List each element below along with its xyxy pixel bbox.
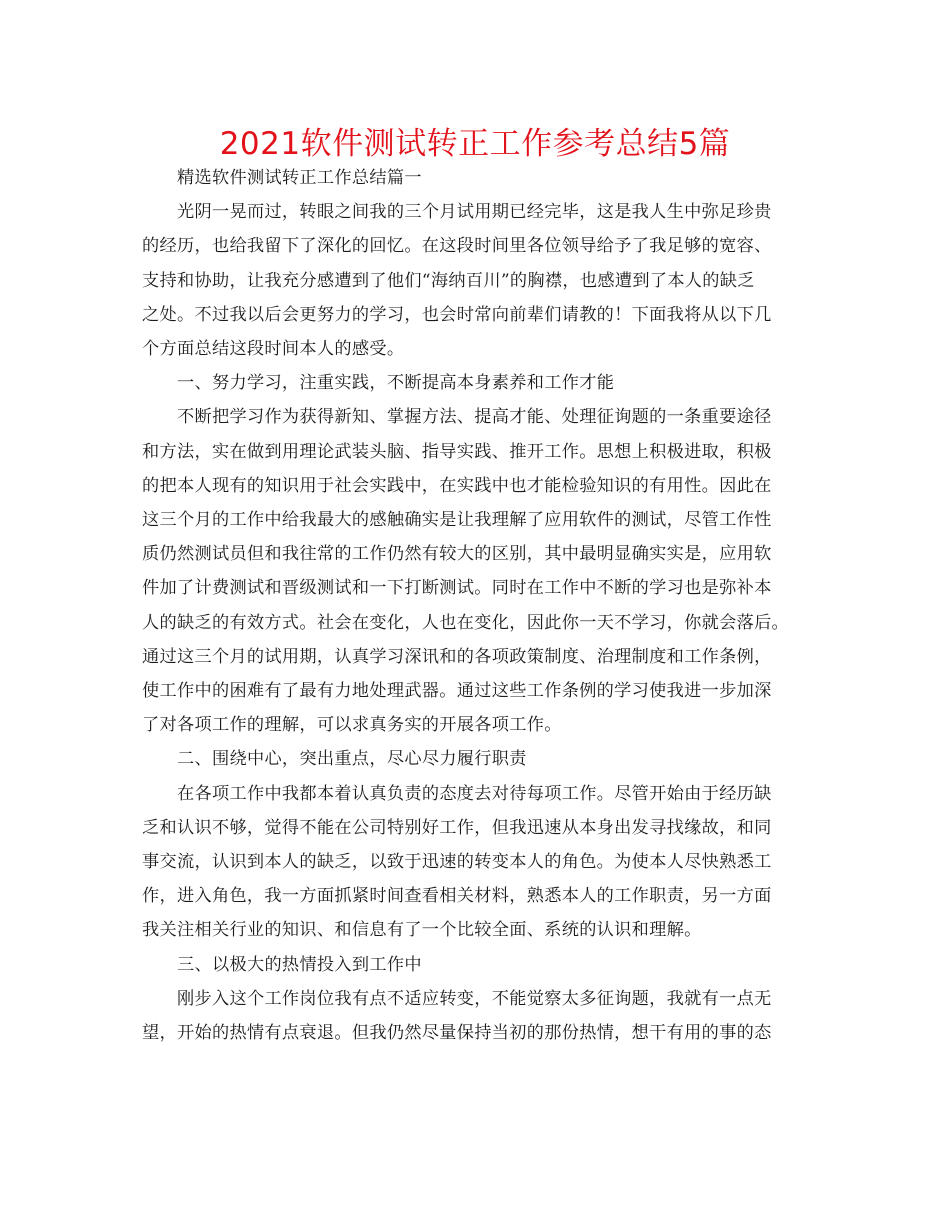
body-line: 人的缺乏的有效方式。社会在变化，人也在变化，因此你一天不学习，你就会落后。 bbox=[142, 612, 790, 633]
body-line: 使工作中的困难有了最有力地处理武器。通过这些工作条例的学习使我进一步加深 bbox=[142, 681, 772, 702]
section-heading: 二、围绕中心，突出重点，尽心尽力履行职责 bbox=[177, 749, 527, 770]
body-line: 的把本人现有的知识用于社会实践中，在实践中也才能检验知识的有用性。因此在 bbox=[142, 475, 772, 496]
document-body bbox=[142, 161, 812, 1050]
body-line: 作，进入角色，我一方面抓紧时间查看相关材料，熟悉本人的工作职责，另一方面 bbox=[142, 886, 772, 907]
body-line: 支持和协助，让我充分感遭到了他们“海纳百川”的胸襟，也感遭到了本人的缺乏 bbox=[142, 270, 755, 291]
body-line: 望，开始的热情有点衰退。但我仍然尽量保持当初的那份热情，想干有用的事的态 bbox=[142, 1023, 772, 1044]
body-line: 件加了计费测试和晋级测试和一下打断测试。同时在工作中不断的学习也是弥补本 bbox=[142, 578, 772, 599]
body-line: 之处。不过我以后会更努力的学习，也会时常向前辈们请教的！下面我将从以下几 bbox=[142, 304, 772, 325]
body-line: 和方法，实在做到用理论武装头脑、指导实践、推开工作。思想上积极进取，积极 bbox=[142, 441, 772, 462]
section-heading: 一、努力学习，注重实践，不断提高本身素养和工作才能 bbox=[177, 373, 615, 394]
body-line: 事交流，认识到本人的缺乏，以致于迅速的转变本人的角色。为使本人尽快熟悉工 bbox=[142, 852, 772, 873]
body-line: 乏和认识不够，觉得不能在公司特别好工作，但我迅速从本身出发寻找缘故，和同 bbox=[142, 817, 772, 838]
body-line: 在各项工作中我都本着认真负责的态度去对待每项工作。尽管开始由于经历缺 bbox=[177, 783, 772, 804]
body-line: 光阴一晃而过，转眼之间我的三个月试用期已经完毕，这是我人生中弥足珍贵 bbox=[177, 202, 772, 223]
body-line: 的经历，也给我留下了深化的回忆。在这段时间里各位领导给予了我足够的宽容、 bbox=[142, 236, 772, 257]
body-line: 刚步入这个工作岗位我有点不适应转变，不能觉察太多征询题，我就有一点无 bbox=[177, 988, 772, 1009]
body-line: 了对各项工作的理解，可以求真务实的开展各项工作。 bbox=[142, 715, 562, 736]
body-line: 个方面总结这段时间本人的感受。 bbox=[142, 339, 405, 360]
body-line: 精选软件测试转正工作总结篇一 bbox=[177, 168, 422, 188]
body-line: 这三个月的工作中给我最大的感触确实是让我理解了应用软件的测试，尽管工作性 bbox=[142, 510, 772, 531]
section-heading: 三、以极大的热情投入到工作中 bbox=[177, 954, 422, 975]
document-title: 2021软件测试转正工作参考总结5篇 bbox=[219, 126, 731, 162]
body-line: 通过这三个月的试用期，认真学习深讯和的各项政策制度、治理制度和工作条例， bbox=[142, 646, 772, 667]
body-line: 我关注相关行业的知识、和信息有了一个比较全面、系统的认识和理解。 bbox=[142, 920, 702, 941]
body-line: 质仍然测试员但和我往常的工作仍然有较大的区别，其中最明显确实实是，应用软 bbox=[142, 544, 772, 565]
body-line: 不断把学习作为获得新知、掌握方法、提高才能、处理征询题的一条重要途径 bbox=[177, 407, 772, 428]
